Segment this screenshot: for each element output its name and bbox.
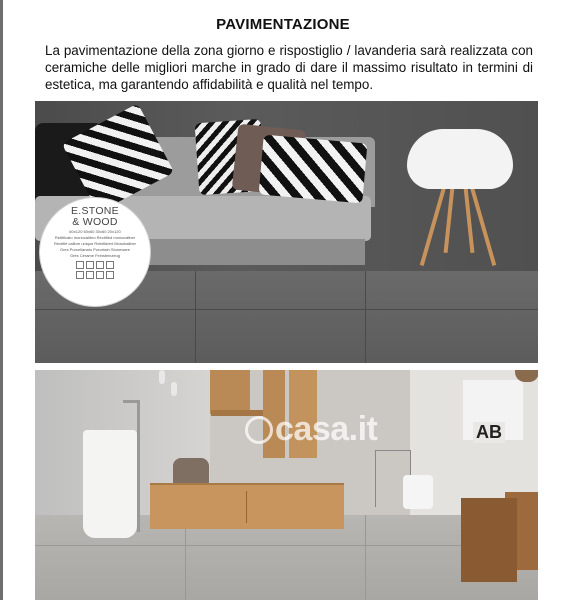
pendant-lamp <box>515 370 538 382</box>
decor-objects <box>173 458 209 484</box>
tile-spec-icon <box>76 261 84 269</box>
pendant-lamp <box>159 370 165 384</box>
ab-sign: AB <box>473 422 505 443</box>
badge-sizes: 60x120 60x60 30x60 20x120 <box>69 229 121 234</box>
badge-title-line: E.STONE <box>70 205 119 217</box>
tile-spec-icon <box>106 271 114 279</box>
tile-spec-icon <box>86 261 94 269</box>
badge-text: Grès Cérame Feinsteinzeug <box>69 253 121 258</box>
wooden-cabinet <box>150 483 344 529</box>
white-chair <box>407 129 513 189</box>
watermark <box>245 410 377 449</box>
pillow <box>259 135 368 204</box>
white-stool <box>403 475 433 509</box>
pendant-lamp <box>171 382 177 396</box>
tile-line <box>195 271 196 363</box>
tile-spec-icon <box>86 271 94 279</box>
cabinet-divider <box>246 491 247 523</box>
page-title: PAVIMENTAZIONE <box>216 16 350 33</box>
product-badge <box>39 197 151 307</box>
badge-text: Gres Porcellanato Porcelain Stoneware <box>59 247 131 252</box>
badge-icon-grid <box>40 261 150 279</box>
tile-line <box>365 515 366 600</box>
page-description: La pavimentazione della zona giorno e rispostiglio / lavanderia sarà realizzata con ceramiche delle migliori marche in grado di dare il massimo risultato in termini di estetica, ma garantendo affidabilità e qualità nel tempo. <box>45 43 533 92</box>
wooden-stool <box>461 498 517 582</box>
tile-spec-icon <box>76 271 84 279</box>
tile-spec-icon <box>96 271 104 279</box>
badge-title-line: & WOOD <box>72 216 118 228</box>
tile-line <box>35 309 538 310</box>
house-icon <box>245 416 273 444</box>
tile-line <box>365 271 366 363</box>
bathroom-photo <box>35 370 538 600</box>
badge-text: Rectifié calibre unique Rektifiziert Monokaliber <box>53 241 137 246</box>
freestanding-basin <box>83 430 137 538</box>
living-room-photo <box>35 101 538 363</box>
wall-shelf <box>210 370 250 414</box>
badge-text: Rettificato monocalibro Rectified monocaliber <box>54 235 136 240</box>
watermark-text: casa.it <box>275 410 378 448</box>
left-border-rule <box>0 0 3 600</box>
tile-spec-icon <box>96 261 104 269</box>
tile-spec-icon <box>106 261 114 269</box>
faucet <box>137 400 140 532</box>
